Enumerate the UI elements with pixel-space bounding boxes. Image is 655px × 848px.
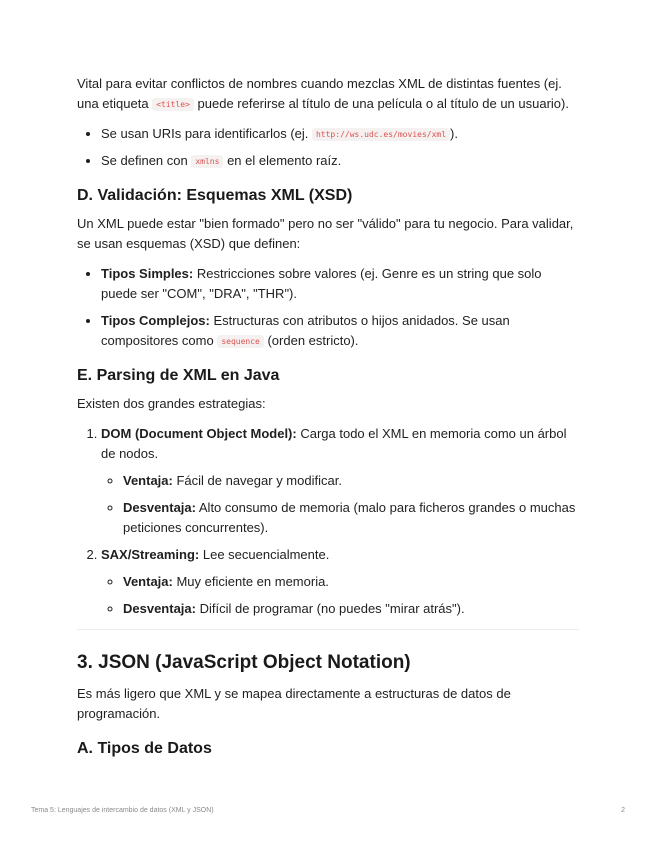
list-item [101, 151, 579, 171]
item-label: DOM (Document Object Model): [101, 426, 297, 441]
text-span: Estructuras con atributos o hijos anidados. Se usan compositores como [101, 313, 510, 348]
text-span: Carga todo el XML en memoria como un árbol de nodos. [101, 426, 567, 461]
text-span: Alto consumo de memoria (malo para ficheros grandes o muchas peticiones concurrentes). [123, 500, 576, 535]
text-span: Restricciones sobre valores (ej. Genre es un string que solo puede ser "COM", "DRA", "THR"). [101, 266, 542, 301]
text-span: Vital para evitar conflictos de nombres cuando mezclas XML de distintas fuentes (ej. una etiqueta [77, 76, 562, 111]
list-item [101, 545, 579, 619]
text-span: en el elemento raíz. [223, 153, 342, 168]
section-divider [77, 629, 579, 630]
paragraph: Existen dos grandes estrategias: [77, 396, 266, 411]
text-span: Fácil de navegar y modificar. [172, 473, 342, 488]
xsd-list [77, 264, 579, 351]
item-label: Ventaja: [123, 574, 173, 589]
inline-code: sequence [217, 335, 264, 348]
list-item [123, 498, 579, 538]
text-span: Lee secuencialmente. [199, 547, 330, 562]
item-label: Tipos Complejos: [101, 313, 210, 328]
inline-code: xmlns [191, 155, 223, 168]
list-item [123, 599, 579, 619]
item-label: Ventaja: [123, 473, 173, 488]
text-span: Muy eficiente en memoria. [172, 574, 329, 589]
section-heading: D. Validación: Esquemas XML (XSD) [77, 187, 353, 204]
list-item [101, 124, 579, 144]
text-span: ). [450, 126, 458, 141]
namespace-list [77, 124, 579, 171]
page-number: 2 [621, 807, 625, 814]
document-page [77, 74, 579, 767]
namespace-intro-paragraph [77, 74, 579, 114]
text-span: Se definen con [101, 153, 192, 168]
item-label: Tipos Simples: [101, 266, 194, 281]
list-item [101, 311, 579, 351]
list-item [101, 264, 579, 304]
footer-title: Tema 5: Lenguajes de intercambio de datos (XML y JSON) [31, 807, 214, 814]
paragraph: Es más ligero que XML y se mapea directamente a estructuras de datos de programación. [77, 686, 511, 721]
section-heading: E. Parsing de XML en Java [77, 367, 280, 384]
list-item [123, 471, 579, 491]
section-heading: A. Tipos de Datos [77, 740, 212, 757]
sub-list [101, 572, 579, 619]
text-span: Se usan URIs para identificarlos (ej. [101, 126, 312, 141]
text-span: (orden estricto). [263, 333, 359, 348]
item-label: Desventaja: [123, 601, 196, 616]
list-item [101, 424, 579, 538]
chapter-heading: 3. JSON (JavaScript Object Notation) [77, 652, 411, 673]
item-label: SAX/Streaming: [101, 547, 200, 562]
item-label: Desventaja: [123, 500, 196, 515]
text-span: Difícil de programar (no puedes "mirar atrás"). [195, 601, 465, 616]
inline-code: <title> [152, 98, 194, 111]
text-span: puede referirse al título de una película o al título de un usuario). [193, 96, 569, 111]
sub-list [101, 471, 579, 538]
inline-code: http://ws.udc.es/movies/xml [312, 128, 450, 141]
strategy-list [77, 424, 579, 619]
list-item [123, 572, 579, 592]
paragraph: Un XML puede estar "bien formado" pero no ser "válido" para tu negocio. Para validar, se usan esquemas (XSD) que definen: [77, 216, 574, 251]
